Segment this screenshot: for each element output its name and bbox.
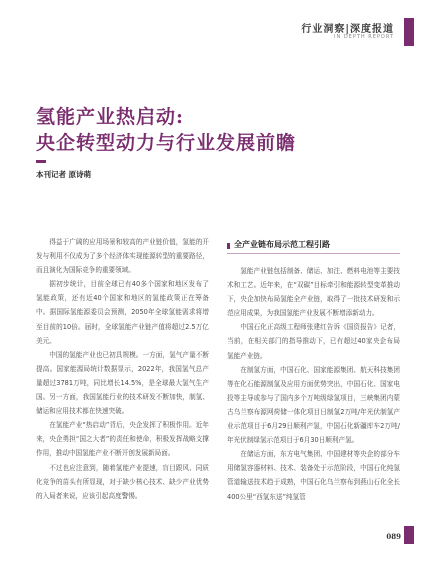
section-color-bar bbox=[404, 18, 414, 46]
page-number: 089 bbox=[386, 532, 401, 541]
paragraph: 在储运方面，东方电气集团、中国建材等央企的部分车用储氢容器材料、技术、装备处于示范阶段，中国石化纯氢管道输送技术趋于成熟，中国石化乌兰察布到燕山石化全长400公里“西氢东送”纯氢管 bbox=[227, 450, 400, 501]
subheading: 全产业链布局示范工程引路 bbox=[234, 240, 330, 249]
paragraph: 在氢能产业“热启动”背后，央企发挥了积极作用。近年来，央企勇担“国之大者”的责任和使命，积极发挥战略支撑作用，推动中国氢能产业不断开创发展新局面。 bbox=[36, 421, 209, 458]
article-title-line-2: 央企转型动力与行业发展前瞻 bbox=[36, 132, 297, 154]
paragraph: 据初步统计，目前全球已有40多个国家和地区发布了氢能政策，还有近40个国家和地区的氢能政策正在筹备中。据国际氢能源委员会预测，2050年全球氢能需求将增至目前的10倍。届时，全球氢能产业链产值将超过2.5万亿美元。 bbox=[36, 280, 209, 345]
paragraph: 在制氢方面，中国石化、国家能源集团、航天科技集团等在化石能源制氢及应用方面优势突出，中国石化、国家电投等主导或参与了国内多个万吨级绿氢项目，三峡集团内蒙古乌兰察布源网荷储一体化项目日制氢2万吨/年光伏制氢产业示范项目于6月29日顺利产氢，中国石化新疆库车2万吨/年光伏制绿氢示范项目于6月30日顺利产氢。 bbox=[227, 365, 400, 445]
article-title bbox=[36, 104, 296, 156]
paragraph: 中国石化正高级工程师张建红告诉《国资报告》记者，当前，在相关部门的指导推动下，已有超过40家央企布局氢能产业链。 bbox=[227, 323, 400, 360]
article-title-line-1: 氢能产业热启动: bbox=[36, 106, 185, 128]
right-column bbox=[227, 264, 400, 504]
paragraph: 氢能产业链包括制备、储运、加注、燃料电池等主要技术和工艺。近年来，在“双碳”目标牵引和能源转型变革推动下，央企加快布局氢能全产业链，取得了一批技术研发和示范应用成果，为我国氢能产业发展不断增添新动力。 bbox=[227, 267, 400, 318]
paragraph: 不过也应注意到，随着氢能产业提速，盲目跟风、同质化竞争的苗头有所显现，对于缺少核心技术、缺少产业优势的入局者来说，应该引起高度警惕。 bbox=[36, 463, 209, 500]
page-color-bar bbox=[404, 526, 414, 544]
section-label: 行业洞察|深度报道 bbox=[301, 24, 394, 35]
paragraph: 得益于广阔的应用场景和较高的产业链价值，氢能的开发与利用不仅成为了多个经济体实现能源转型的重要路径，而且演化为国际竞争的重要领域。 bbox=[36, 238, 209, 275]
section-label-en: IN DEPTH REPORT bbox=[334, 34, 394, 40]
subheading-divider bbox=[227, 253, 400, 254]
title-accent-bar bbox=[36, 160, 46, 163]
left-column bbox=[36, 235, 209, 503]
paragraph: 中国的氢能产业也已初具规模。一方面，氢气产量不断提高。国家能源局统计数据显示，2022年，我国氢气总产量超过3781万吨，同比增长14.5%，是全球最大氢气生产国。另一方面，我国氢能行业的技术研发不断加快，制氢、储运和应用技术都在快速突破。 bbox=[36, 350, 209, 416]
byline: 本刊记者 原诗萌 bbox=[36, 170, 92, 179]
